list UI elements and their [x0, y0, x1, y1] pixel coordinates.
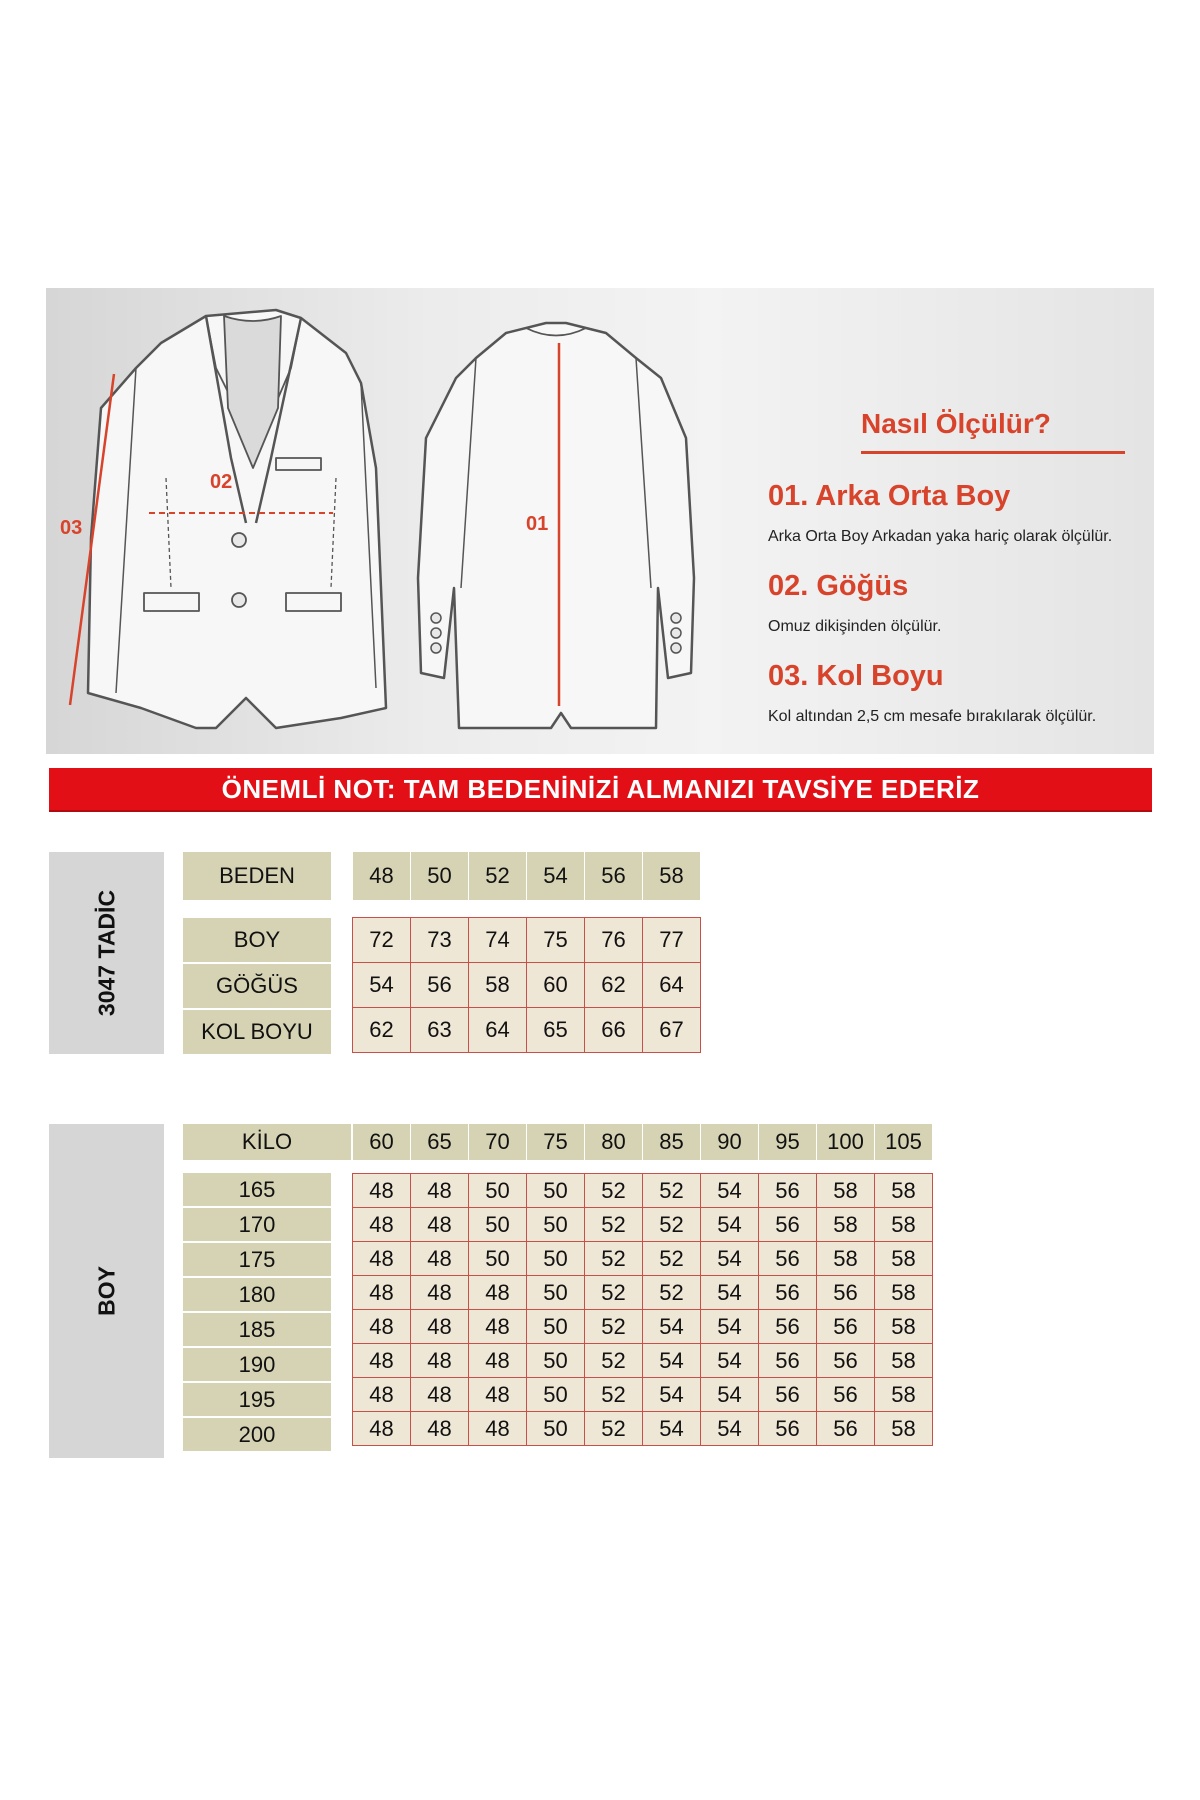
table-cell: 54	[701, 1276, 759, 1310]
size-row	[353, 1208, 933, 1242]
table-cell: 74	[469, 918, 527, 963]
title-underline	[861, 451, 1125, 454]
row-label-boy: BOY	[183, 918, 331, 962]
table-cell: 52	[585, 1378, 643, 1412]
table-cell: 48	[353, 1276, 411, 1310]
table-cell: 62	[585, 963, 643, 1008]
height-row-label: 180	[183, 1278, 331, 1311]
table-cell: 58	[875, 1310, 933, 1344]
table-cell: 56	[817, 1276, 875, 1310]
table-cell: 56	[759, 1208, 817, 1242]
table-cell: 56	[817, 1378, 875, 1412]
table-cell: 60	[527, 963, 585, 1008]
marker-02: 02	[210, 471, 233, 493]
height-row-label: 185	[183, 1313, 331, 1346]
table-cell: 50	[469, 1242, 527, 1276]
table-cell: 48	[353, 1242, 411, 1276]
table-cell: 52	[643, 1174, 701, 1208]
product-row	[353, 963, 701, 1008]
table-cell: 63	[411, 1008, 469, 1053]
table-cell: 50	[527, 1242, 585, 1276]
table-cell: 50	[469, 1208, 527, 1242]
important-note-bar	[49, 768, 1152, 812]
table-cell: 52	[643, 1242, 701, 1276]
table-cell: 66	[585, 1008, 643, 1053]
table-cell: 56	[759, 1276, 817, 1310]
size-row	[353, 1242, 933, 1276]
step-1-title: 01. Arka Orta Boy	[768, 480, 1011, 512]
table-cell: 48	[469, 1378, 527, 1412]
table-cell: 76	[585, 918, 643, 963]
table-cell: 56	[411, 963, 469, 1008]
table-cell: 48	[411, 1412, 469, 1446]
table-cell: 56	[759, 1378, 817, 1412]
table-cell: 50	[527, 1208, 585, 1242]
table-cell: 54	[643, 1344, 701, 1378]
product-measurement-grid	[352, 917, 701, 1053]
table-cell: 48	[411, 1276, 469, 1310]
beden-header-cell-3: 54	[527, 852, 585, 900]
table-cell: 48	[469, 1344, 527, 1378]
table-cell: 58	[875, 1276, 933, 1310]
table-cell: 56	[759, 1412, 817, 1446]
table-cell: 54	[701, 1378, 759, 1412]
table-cell: 58	[875, 1208, 933, 1242]
kilo-header-cell-6: 90	[701, 1124, 759, 1160]
beden-header-cell-2: 52	[469, 852, 527, 900]
table-cell: 48	[353, 1310, 411, 1344]
table-cell: 48	[469, 1412, 527, 1446]
how-to-measure-banner	[46, 288, 1154, 754]
table-cell: 54	[701, 1344, 759, 1378]
table-cell: 48	[353, 1208, 411, 1242]
row-label-gogus: GÖĞÜS	[183, 964, 331, 1008]
table-cell: 67	[643, 1008, 701, 1053]
size-row	[353, 1276, 933, 1310]
table-cell: 52	[585, 1412, 643, 1446]
table-cell: 56	[817, 1412, 875, 1446]
table-cell: 58	[875, 1344, 933, 1378]
jacket-illustration	[46, 288, 766, 754]
table-cell: 52	[585, 1174, 643, 1208]
table-cell: 58	[469, 963, 527, 1008]
table-cell: 48	[411, 1344, 469, 1378]
table-cell: 52	[585, 1310, 643, 1344]
size-row	[353, 1174, 933, 1208]
jacket-back-drawing	[418, 323, 694, 728]
table-cell: 52	[643, 1276, 701, 1310]
beden-header-cell-4: 56	[585, 852, 643, 900]
table-cell: 62	[353, 1008, 411, 1053]
table-cell: 54	[353, 963, 411, 1008]
table-cell: 48	[411, 1174, 469, 1208]
height-row-label: 175	[183, 1243, 331, 1276]
beden-header-cell-1: 50	[411, 852, 469, 900]
table-cell: 58	[817, 1174, 875, 1208]
size-recommendation-grid	[352, 1173, 933, 1446]
kilo-header-cell-5: 85	[643, 1124, 701, 1160]
height-row-label: 190	[183, 1348, 331, 1381]
product-code-label: 3047 TADİC	[93, 889, 119, 1017]
step-3-desc: Kol altından 2,5 cm mesafe bırakılarak ölçülür.	[768, 708, 1097, 725]
height-row-label: 165	[183, 1173, 331, 1206]
size-row	[353, 1412, 933, 1446]
size-row	[353, 1310, 933, 1344]
table-cell: 64	[469, 1008, 527, 1053]
table-cell: 48	[411, 1208, 469, 1242]
table-cell: 54	[701, 1208, 759, 1242]
kilo-header-cell-3: 75	[527, 1124, 585, 1160]
product-row	[353, 1008, 701, 1053]
product-side-label	[49, 852, 164, 1054]
table-cell: 58	[817, 1242, 875, 1276]
table-cell: 48	[411, 1242, 469, 1276]
table-cell: 50	[527, 1344, 585, 1378]
important-note-text: ÖNEMLİ NOT: TAM BEDENİNİZİ ALMANIZI TAVSİYE EDERİZ	[221, 773, 980, 804]
table-cell: 52	[585, 1242, 643, 1276]
table-cell: 48	[469, 1310, 527, 1344]
kilo-header-cell-9: 105	[875, 1124, 933, 1160]
table-cell: 73	[411, 918, 469, 963]
kilo-header-values	[353, 1124, 933, 1160]
table-cell: 56	[759, 1310, 817, 1344]
kilo-header-cell-0: 60	[353, 1124, 411, 1160]
size-row	[353, 1344, 933, 1378]
table-cell: 54	[701, 1310, 759, 1344]
step-3-title: 03. Kol Boyu	[768, 660, 944, 692]
table-cell: 54	[701, 1242, 759, 1276]
step-2-desc: Omuz dikişinden ölçülür.	[768, 618, 942, 635]
table-cell: 56	[817, 1344, 875, 1378]
table-cell: 50	[527, 1378, 585, 1412]
height-row-label: 170	[183, 1208, 331, 1241]
step-2-title: 02. Göğüs	[768, 570, 909, 602]
beden-header-label: BEDEN	[183, 852, 331, 900]
size-row	[353, 1378, 933, 1412]
table-cell: 48	[353, 1344, 411, 1378]
table-cell: 64	[643, 963, 701, 1008]
marker-03: 03	[60, 517, 83, 539]
table-cell: 48	[411, 1310, 469, 1344]
table-cell: 56	[759, 1344, 817, 1378]
table-cell: 52	[585, 1208, 643, 1242]
table-cell: 56	[759, 1174, 817, 1208]
table-cell: 54	[643, 1378, 701, 1412]
kilo-header-cell-8: 100	[817, 1124, 875, 1160]
height-row-label: 200	[183, 1418, 331, 1451]
step-1-desc: Arka Orta Boy Arkadan yaka hariç olarak ölçülür.	[768, 528, 1113, 545]
table-cell: 52	[643, 1208, 701, 1242]
table-cell: 58	[875, 1174, 933, 1208]
kilo-header-label: KİLO	[183, 1124, 351, 1160]
table-cell: 50	[527, 1310, 585, 1344]
table-cell: 77	[643, 918, 701, 963]
height-row-label: 195	[183, 1383, 331, 1416]
table-cell: 50	[527, 1412, 585, 1446]
height-side-label	[49, 1124, 164, 1458]
table-cell: 48	[353, 1378, 411, 1412]
table-cell: 56	[759, 1242, 817, 1276]
height-axis-label: BOY	[93, 1266, 119, 1316]
row-label-kol-boyu: KOL BOYU	[183, 1010, 331, 1054]
table-cell: 48	[469, 1276, 527, 1310]
beden-header-cell-0: 48	[353, 852, 411, 900]
table-cell: 72	[353, 918, 411, 963]
kilo-header-cell-7: 95	[759, 1124, 817, 1160]
table-cell: 52	[585, 1344, 643, 1378]
table-cell: 50	[527, 1276, 585, 1310]
table-cell: 50	[469, 1174, 527, 1208]
table-cell: 54	[643, 1310, 701, 1344]
table-cell: 58	[875, 1378, 933, 1412]
kilo-header-cell-1: 65	[411, 1124, 469, 1160]
table-cell: 65	[527, 1008, 585, 1053]
marker-01: 01	[526, 513, 549, 535]
kilo-header-cell-2: 70	[469, 1124, 527, 1160]
kilo-header-cell-4: 80	[585, 1124, 643, 1160]
table-cell: 75	[527, 918, 585, 963]
table-cell: 48	[353, 1174, 411, 1208]
jacket-front-drawing	[88, 310, 386, 728]
table-cell: 54	[701, 1412, 759, 1446]
table-cell: 58	[817, 1208, 875, 1242]
table-cell: 54	[643, 1412, 701, 1446]
table-cell: 48	[411, 1378, 469, 1412]
beden-header-cell-5: 58	[643, 852, 701, 900]
how-to-measure-title: Nasıl Ölçülür?	[861, 408, 1051, 439]
table-cell: 52	[585, 1276, 643, 1310]
table-cell: 58	[875, 1242, 933, 1276]
beden-header-values	[353, 852, 701, 900]
product-row	[353, 918, 701, 963]
table-cell: 56	[817, 1310, 875, 1344]
table-cell: 58	[875, 1412, 933, 1446]
table-cell: 54	[701, 1174, 759, 1208]
table-cell: 50	[527, 1174, 585, 1208]
table-cell: 48	[353, 1412, 411, 1446]
